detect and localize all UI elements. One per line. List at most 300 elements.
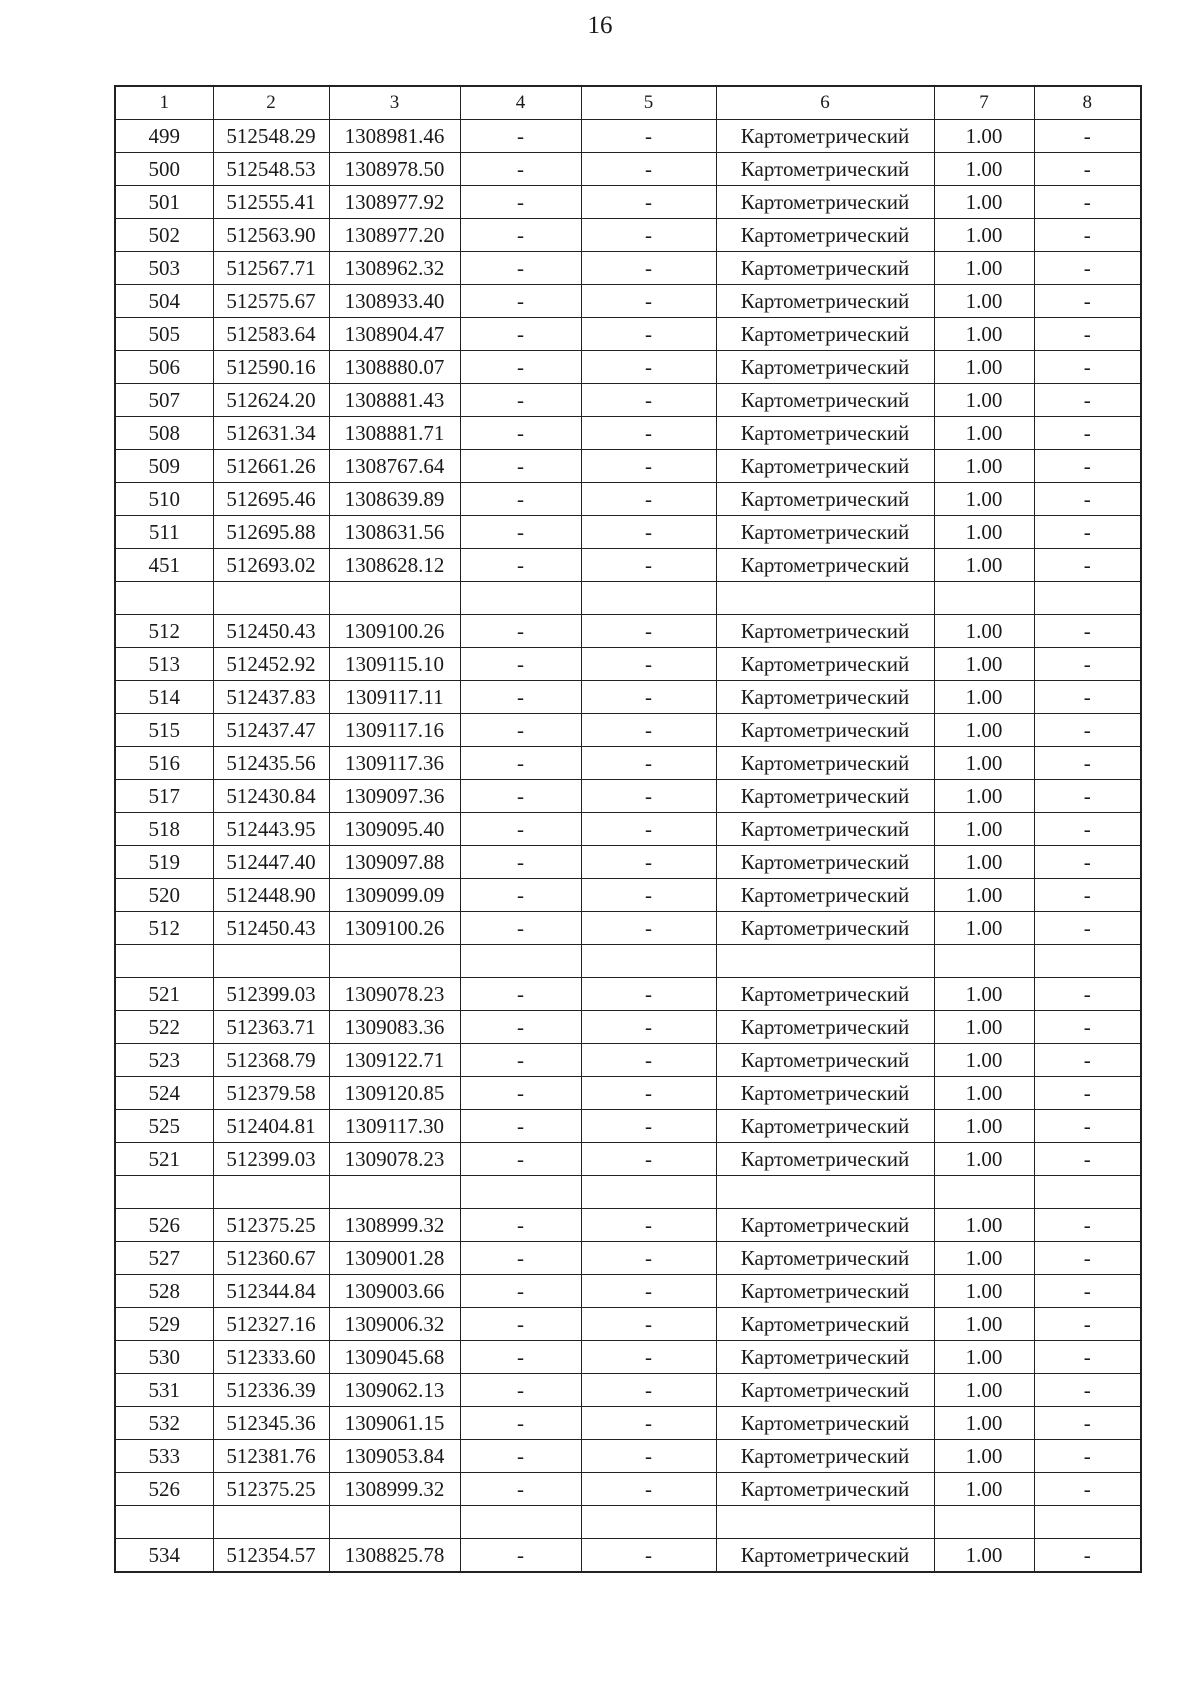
table-row (115, 1308, 1141, 1341)
table-row (115, 978, 1141, 1011)
cell-col-5: - (581, 186, 716, 219)
cell-col-8: - (1034, 780, 1141, 813)
cell-accuracy: 1.00 (934, 1473, 1034, 1506)
cell-accuracy: 1.00 (934, 1374, 1034, 1407)
cell-col-4: - (460, 483, 581, 516)
cell-coord-x: 512575.67 (213, 285, 329, 318)
cell-coord-y: 1308628.12 (329, 549, 460, 582)
cell-col-8: - (1034, 285, 1141, 318)
cell-col-5: - (581, 1440, 716, 1473)
table-row (115, 1209, 1141, 1242)
cell-point-number: 523 (115, 1044, 213, 1077)
table-row (115, 516, 1141, 549)
cell-point-number: 500 (115, 153, 213, 186)
cell-col-4: - (460, 285, 581, 318)
cell-point-number: 532 (115, 1407, 213, 1440)
cell-accuracy: 1.00 (934, 516, 1034, 549)
cell-method: Картометрический (716, 714, 934, 747)
cell-coord-y: 1309097.36 (329, 780, 460, 813)
cell-col-8: - (1034, 516, 1141, 549)
cell-col-8: - (1034, 120, 1141, 153)
cell-col-8: - (1034, 186, 1141, 219)
cell-col-5 (581, 945, 716, 978)
cell-coord-y: 1309078.23 (329, 1143, 460, 1176)
cell-coord-y: 1308881.43 (329, 384, 460, 417)
cell-col-5: - (581, 252, 716, 285)
cell-accuracy: 1.00 (934, 1011, 1034, 1044)
cell-coord-y: 1308933.40 (329, 285, 460, 318)
cell-point-number: 530 (115, 1341, 213, 1374)
cell-coord-y: 1309045.68 (329, 1341, 460, 1374)
cell-method: Картометрический (716, 1407, 934, 1440)
cell-coord-x: 512583.64 (213, 318, 329, 351)
cell-coord-y: 1309120.85 (329, 1077, 460, 1110)
cell-col-5: - (581, 219, 716, 252)
cell-col-8: - (1034, 1539, 1141, 1573)
cell-coord-x: 512368.79 (213, 1044, 329, 1077)
cell-coord-y: 1308881.71 (329, 417, 460, 450)
cell-method: Картометрический (716, 318, 934, 351)
table-row (115, 813, 1141, 846)
cell-method: Картометрический (716, 1275, 934, 1308)
cell-coord-x: 512548.53 (213, 153, 329, 186)
cell-point-number: 533 (115, 1440, 213, 1473)
cell-coord-x: 512437.83 (213, 681, 329, 714)
cell-method: Картометрический (716, 648, 934, 681)
cell-coord-y: 1309095.40 (329, 813, 460, 846)
cell-col-5: - (581, 1407, 716, 1440)
cell-coord-y: 1309001.28 (329, 1242, 460, 1275)
table-row (115, 483, 1141, 516)
cell-col-5: - (581, 1308, 716, 1341)
cell-col-4: - (460, 1341, 581, 1374)
cell-accuracy: 1.00 (934, 219, 1034, 252)
cell-point-number: 514 (115, 681, 213, 714)
cell-col-8: - (1034, 1077, 1141, 1110)
cell-col-4: - (460, 780, 581, 813)
cell-accuracy: 1.00 (934, 1308, 1034, 1341)
cell-col-5 (581, 1506, 716, 1539)
cell-coord-y: 1309006.32 (329, 1308, 460, 1341)
cell-point-number: 515 (115, 714, 213, 747)
cell-col-4: - (460, 120, 581, 153)
cell-method (716, 1506, 934, 1539)
cell-method: Картометрический (716, 780, 934, 813)
cell-col-4: - (460, 417, 581, 450)
cell-accuracy: 1.00 (934, 1044, 1034, 1077)
table-row (115, 252, 1141, 285)
cell-point-number: 525 (115, 1110, 213, 1143)
cell-point-number: 499 (115, 120, 213, 153)
cell-col-5: - (581, 417, 716, 450)
cell-accuracy: 1.00 (934, 483, 1034, 516)
column-header-6: 6 (716, 86, 934, 120)
cell-col-8 (1034, 945, 1141, 978)
cell-coord-y: 1309117.16 (329, 714, 460, 747)
cell-method: Картометрический (716, 615, 934, 648)
cell-method: Картометрический (716, 351, 934, 384)
cell-col-4: - (460, 1011, 581, 1044)
cell-coord-x: 512435.56 (213, 747, 329, 780)
cell-point-number: 521 (115, 978, 213, 1011)
cell-col-5: - (581, 318, 716, 351)
cell-accuracy: 1.00 (934, 186, 1034, 219)
cell-col-5: - (581, 483, 716, 516)
cell-col-8 (1034, 582, 1141, 615)
cell-col-5 (581, 1176, 716, 1209)
table-row (115, 285, 1141, 318)
cell-point-number: 503 (115, 252, 213, 285)
cell-col-4: - (460, 846, 581, 879)
cell-col-4 (460, 945, 581, 978)
cell-col-5: - (581, 1110, 716, 1143)
cell-col-5: - (581, 912, 716, 945)
cell-point-number: 507 (115, 384, 213, 417)
cell-coord-x: 512452.92 (213, 648, 329, 681)
cell-col-5: - (581, 120, 716, 153)
cell-accuracy (934, 945, 1034, 978)
cell-coord-x: 512450.43 (213, 615, 329, 648)
cell-coord-y: 1308977.20 (329, 219, 460, 252)
cell-col-8: - (1034, 219, 1141, 252)
cell-accuracy (934, 1506, 1034, 1539)
cell-coord-x: 512437.47 (213, 714, 329, 747)
cell-col-5: - (581, 1044, 716, 1077)
cell-col-8: - (1034, 1044, 1141, 1077)
cell-coord-x: 512450.43 (213, 912, 329, 945)
cell-coord-y: 1308904.47 (329, 318, 460, 351)
cell-method: Картометрический (716, 1044, 934, 1077)
cell-coord-x: 512345.36 (213, 1407, 329, 1440)
cell-col-8: - (1034, 1440, 1141, 1473)
cell-col-5: - (581, 1341, 716, 1374)
cell-accuracy: 1.00 (934, 813, 1034, 846)
cell-col-8: - (1034, 1275, 1141, 1308)
cell-method: Картометрический (716, 450, 934, 483)
table-row (115, 1077, 1141, 1110)
cell-col-5: - (581, 1539, 716, 1573)
cell-coord-x: 512404.81 (213, 1110, 329, 1143)
cell-point-number: 516 (115, 747, 213, 780)
cell-col-5: - (581, 747, 716, 780)
cell-col-5: - (581, 351, 716, 384)
cell-col-8: - (1034, 417, 1141, 450)
cell-coord-x: 512555.41 (213, 186, 329, 219)
table-row (115, 1275, 1141, 1308)
cell-col-8: - (1034, 1473, 1141, 1506)
cell-col-4: - (460, 978, 581, 1011)
table-header (115, 86, 1141, 120)
cell-accuracy: 1.00 (934, 1110, 1034, 1143)
cell-col-4: - (460, 615, 581, 648)
cell-col-4: - (460, 153, 581, 186)
cell-col-8: - (1034, 813, 1141, 846)
cell-method: Картометрический (716, 1011, 934, 1044)
cell-accuracy: 1.00 (934, 1407, 1034, 1440)
cell-point-number: 501 (115, 186, 213, 219)
cell-coord-y: 1308999.32 (329, 1473, 460, 1506)
cell-coord-y: 1309117.30 (329, 1110, 460, 1143)
cell-point-number: 526 (115, 1209, 213, 1242)
cell-coord-y: 1309097.88 (329, 846, 460, 879)
cell-accuracy: 1.00 (934, 615, 1034, 648)
cell-col-8: - (1034, 1242, 1141, 1275)
cell-col-4: - (460, 912, 581, 945)
cell-point-number (115, 945, 213, 978)
cell-coord-y: 1308977.92 (329, 186, 460, 219)
cell-coord-x: 512443.95 (213, 813, 329, 846)
cell-coord-x: 512375.25 (213, 1473, 329, 1506)
cell-method: Картометрический (716, 747, 934, 780)
cell-col-8: - (1034, 714, 1141, 747)
cell-col-8: - (1034, 153, 1141, 186)
cell-col-4: - (460, 714, 581, 747)
cell-col-4 (460, 582, 581, 615)
cell-point-number: 527 (115, 1242, 213, 1275)
cell-col-8: - (1034, 1341, 1141, 1374)
cell-col-5: - (581, 450, 716, 483)
cell-col-8: - (1034, 1143, 1141, 1176)
cell-point-number: 508 (115, 417, 213, 450)
cell-col-4: - (460, 747, 581, 780)
cell-coord-x: 512661.26 (213, 450, 329, 483)
cell-col-8: - (1034, 252, 1141, 285)
cell-col-4: - (460, 648, 581, 681)
cell-coord-x: 512695.46 (213, 483, 329, 516)
cell-col-4: - (460, 186, 581, 219)
table-row (115, 1011, 1141, 1044)
table-row (115, 681, 1141, 714)
cell-col-5: - (581, 153, 716, 186)
cell-coord-x: 512448.90 (213, 879, 329, 912)
cell-col-8: - (1034, 978, 1141, 1011)
cell-coord-x: 512327.16 (213, 1308, 329, 1341)
cell-col-5: - (581, 615, 716, 648)
cell-point-number: 509 (115, 450, 213, 483)
table-row (115, 1440, 1141, 1473)
cell-method: Картометрический (716, 153, 934, 186)
cell-method: Картометрический (716, 1539, 934, 1573)
cell-method: Картометрический (716, 516, 934, 549)
cell-coord-y: 1309100.26 (329, 615, 460, 648)
cell-coord-x: 512360.67 (213, 1242, 329, 1275)
cell-point-number: 504 (115, 285, 213, 318)
cell-coord-y: 1309053.84 (329, 1440, 460, 1473)
cell-point-number: 512 (115, 912, 213, 945)
cell-accuracy: 1.00 (934, 912, 1034, 945)
cell-coord-x: 512399.03 (213, 1143, 329, 1176)
cell-col-5: - (581, 1143, 716, 1176)
cell-point-number: 526 (115, 1473, 213, 1506)
cell-col-4: - (460, 879, 581, 912)
cell-col-5: - (581, 714, 716, 747)
cell-col-8: - (1034, 318, 1141, 351)
cell-accuracy: 1.00 (934, 285, 1034, 318)
cell-col-8: - (1034, 615, 1141, 648)
cell-col-8 (1034, 1176, 1141, 1209)
cell-col-4: - (460, 252, 581, 285)
cell-coord-x: 512567.71 (213, 252, 329, 285)
cell-point-number: 531 (115, 1374, 213, 1407)
cell-col-4: - (460, 1374, 581, 1407)
cell-point-number (115, 1176, 213, 1209)
table-row (115, 1374, 1141, 1407)
cell-method: Картометрический (716, 186, 934, 219)
column-header-8: 8 (1034, 86, 1141, 120)
cell-col-4: - (460, 1143, 581, 1176)
cell-col-8: - (1034, 549, 1141, 582)
cell-coord-y: 1309099.09 (329, 879, 460, 912)
cell-point-number: 510 (115, 483, 213, 516)
cell-coord-y: 1309117.11 (329, 681, 460, 714)
cell-col-4: - (460, 549, 581, 582)
cell-method: Картометрический (716, 549, 934, 582)
cell-col-4: - (460, 1308, 581, 1341)
cell-point-number: 505 (115, 318, 213, 351)
cell-coord-y (329, 582, 460, 615)
cell-point-number (115, 582, 213, 615)
cell-col-4: - (460, 1407, 581, 1440)
cell-coord-x: 512693.02 (213, 549, 329, 582)
table-body (115, 120, 1141, 1573)
cell-col-8: - (1034, 648, 1141, 681)
cell-method: Картометрический (716, 219, 934, 252)
cell-method (716, 945, 934, 978)
cell-method: Картометрический (716, 120, 934, 153)
cell-coord-y: 1309078.23 (329, 978, 460, 1011)
cell-coord-x: 512590.16 (213, 351, 329, 384)
cell-coord-x: 512695.88 (213, 516, 329, 549)
column-header-2: 2 (213, 86, 329, 120)
cell-col-4: - (460, 351, 581, 384)
cell-col-5: - (581, 681, 716, 714)
cell-point-number: 519 (115, 846, 213, 879)
cell-col-4: - (460, 384, 581, 417)
cell-col-5: - (581, 285, 716, 318)
cell-point-number: 511 (115, 516, 213, 549)
cell-accuracy: 1.00 (934, 714, 1034, 747)
cell-col-5: - (581, 780, 716, 813)
cell-coord-y: 1308825.78 (329, 1539, 460, 1573)
cell-method: Картометрический (716, 1077, 934, 1110)
cell-accuracy: 1.00 (934, 1275, 1034, 1308)
cell-coord-x: 512563.90 (213, 219, 329, 252)
cell-coord-y: 1309083.36 (329, 1011, 460, 1044)
table-row (115, 1110, 1141, 1143)
cell-col-5: - (581, 1374, 716, 1407)
cell-method (716, 582, 934, 615)
cell-accuracy: 1.00 (934, 1209, 1034, 1242)
table-row (115, 153, 1141, 186)
cell-coord-y: 1308631.56 (329, 516, 460, 549)
cell-accuracy: 1.00 (934, 1539, 1034, 1573)
cell-col-8: - (1034, 1110, 1141, 1143)
cell-col-5: - (581, 978, 716, 1011)
table-row (115, 747, 1141, 780)
table-row (115, 846, 1141, 879)
cell-point-number: 520 (115, 879, 213, 912)
cell-accuracy: 1.00 (934, 450, 1034, 483)
table-row (115, 186, 1141, 219)
cell-point-number: 529 (115, 1308, 213, 1341)
cell-accuracy: 1.00 (934, 1440, 1034, 1473)
cell-col-4: - (460, 1044, 581, 1077)
coordinates-table (114, 85, 1142, 1573)
spacer-row (115, 1506, 1141, 1539)
table-row (115, 1341, 1141, 1374)
cell-col-8: - (1034, 1209, 1141, 1242)
cell-coord-y (329, 945, 460, 978)
cell-accuracy: 1.00 (934, 681, 1034, 714)
table-row (115, 780, 1141, 813)
spacer-row (115, 945, 1141, 978)
cell-col-4: - (460, 1209, 581, 1242)
cell-method: Картометрический (716, 1242, 934, 1275)
cell-coord-x: 512354.57 (213, 1539, 329, 1573)
table-row (115, 1407, 1141, 1440)
cell-coord-y: 1309061.15 (329, 1407, 460, 1440)
cell-coord-y: 1308981.46 (329, 120, 460, 153)
cell-coord-y: 1309003.66 (329, 1275, 460, 1308)
cell-point-number: 513 (115, 648, 213, 681)
cell-method: Картометрический (716, 978, 934, 1011)
cell-point-number: 517 (115, 780, 213, 813)
header-row (115, 86, 1141, 120)
cell-method: Картометрический (716, 879, 934, 912)
cell-col-4: - (460, 219, 581, 252)
cell-coord-y: 1309062.13 (329, 1374, 460, 1407)
cell-accuracy: 1.00 (934, 417, 1034, 450)
cell-accuracy: 1.00 (934, 978, 1034, 1011)
cell-col-5: - (581, 1077, 716, 1110)
cell-coord-x: 512447.40 (213, 846, 329, 879)
cell-coord-y: 1308639.89 (329, 483, 460, 516)
cell-coord-y: 1308978.50 (329, 153, 460, 186)
cell-col-8: - (1034, 846, 1141, 879)
cell-col-4: - (460, 813, 581, 846)
cell-point-number: 506 (115, 351, 213, 384)
cell-coord-x: 512333.60 (213, 1341, 329, 1374)
table-row (115, 318, 1141, 351)
cell-coord-y (329, 1176, 460, 1209)
cell-col-5: - (581, 648, 716, 681)
cell-point-number: 451 (115, 549, 213, 582)
cell-col-4 (460, 1506, 581, 1539)
cell-accuracy (934, 582, 1034, 615)
cell-method: Картометрический (716, 384, 934, 417)
cell-accuracy: 1.00 (934, 747, 1034, 780)
cell-method: Картометрический (716, 1440, 934, 1473)
cell-col-8: - (1034, 912, 1141, 945)
table-row (115, 219, 1141, 252)
cell-col-4 (460, 1176, 581, 1209)
table-row (115, 1473, 1141, 1506)
table-row (115, 450, 1141, 483)
cell-coord-y (329, 1506, 460, 1539)
cell-accuracy: 1.00 (934, 549, 1034, 582)
cell-col-8: - (1034, 1011, 1141, 1044)
cell-point-number (115, 1506, 213, 1539)
column-header-3: 3 (329, 86, 460, 120)
cell-coord-x (213, 1176, 329, 1209)
cell-accuracy (934, 1176, 1034, 1209)
cell-coord-x: 512363.71 (213, 1011, 329, 1044)
cell-col-5: - (581, 1209, 716, 1242)
cell-coord-y: 1308999.32 (329, 1209, 460, 1242)
cell-accuracy: 1.00 (934, 780, 1034, 813)
cell-method: Картометрический (716, 417, 934, 450)
cell-col-8: - (1034, 384, 1141, 417)
